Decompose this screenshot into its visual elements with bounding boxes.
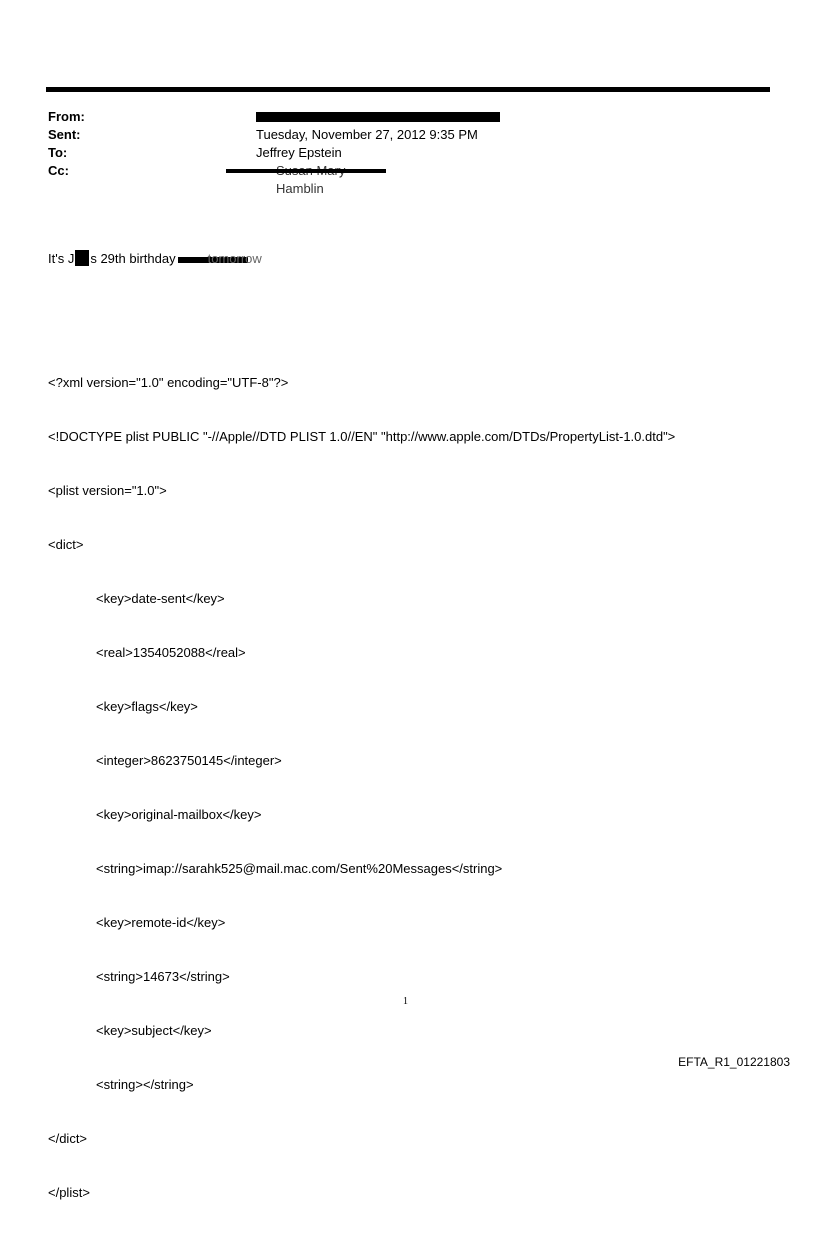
name-redaction [75, 250, 89, 266]
xml-line: <key>flags</key> [96, 699, 198, 714]
from-row [48, 108, 748, 126]
top-rule [46, 87, 770, 92]
cc-row [48, 162, 748, 196]
xml-line: <key>remote-id</key> [96, 915, 226, 930]
to-value: Jeffrey Epstein [256, 145, 342, 160]
cc-redaction [226, 169, 386, 173]
xml-line: <dict> [48, 537, 84, 552]
xml-line: <plist version="1.0"> [48, 483, 167, 498]
cc-value-redacted [226, 162, 391, 196]
xml-line: <!DOCTYPE plist PUBLIC "-//Apple//DTD PLIST 1.0//EN" "http://www.apple.com/DTDs/PropertyList-1.0.dtd"> [48, 429, 676, 444]
cc-value: Hamblin [276, 181, 324, 196]
xml-line: </dict> [48, 1131, 88, 1146]
to-label: To: [48, 145, 68, 160]
birthday-text-end: tomorrow [207, 251, 262, 266]
xml-line: <real>1354052088</real> [96, 645, 246, 660]
birthday-text-mid: s 29th birthday [90, 251, 176, 266]
from-label: From: [48, 109, 85, 124]
to-row [48, 144, 748, 162]
xml-line: <integer>8623750145</integer> [96, 753, 282, 768]
xml-line: <string>imap://sarahk525@mail.mac.com/Sent%20Messages</string> [96, 861, 503, 876]
document-id: EFTA_R1_01221803 [678, 1055, 790, 1069]
sent-row [48, 126, 748, 144]
xml-line: <key>subject</key> [96, 1023, 212, 1038]
birthday-text-start: It's J [48, 251, 75, 266]
email-body [48, 214, 675, 1256]
xml-line: </plist> [48, 1185, 90, 1200]
email-header [48, 108, 748, 196]
page-number: 1 [403, 996, 408, 1007]
sent-label: Sent: [48, 127, 81, 142]
xml-line: <key>original-mailbox</key> [96, 807, 262, 822]
from-redaction [256, 112, 500, 122]
xml-line: <string></string> [96, 1077, 194, 1092]
plist-xml-block [48, 338, 675, 1238]
birthday-line [48, 250, 675, 268]
xml-line: <key>date-sent</key> [96, 591, 225, 606]
sent-value: Tuesday, November 27, 2012 9:35 PM [256, 127, 478, 142]
xml-line: <string>14673</string> [96, 969, 230, 984]
xml-line: <?xml version="1.0" encoding="UTF-8"?> [48, 375, 289, 390]
cc-label: Cc: [48, 163, 69, 178]
